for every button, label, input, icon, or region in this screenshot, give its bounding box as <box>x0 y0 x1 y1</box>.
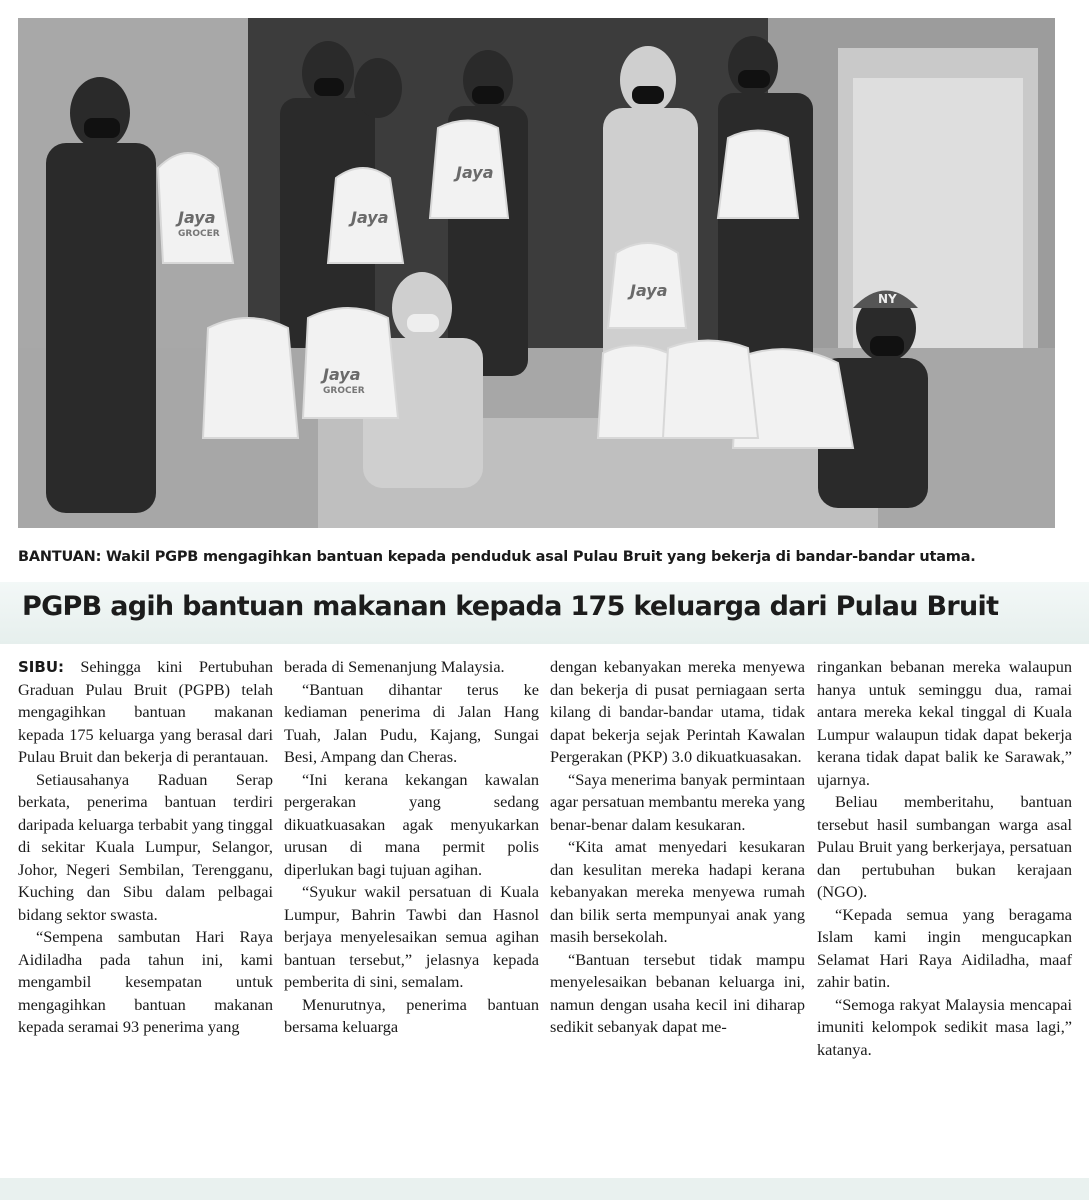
article-paragraph: berada di Semenanjung Malaysia. <box>284 657 505 676</box>
bag-logo-text: Jaya <box>351 208 389 227</box>
bag-logo-sub: GROCER <box>323 386 365 396</box>
photo-caption: BANTUAN: Wakil PGPB mengagihkan bantuan kepada penduduk asal Pulau Bruit yang bekerja di bandar-bandar utama. <box>18 549 976 565</box>
article-paragraph: Menurutnya, penerima bantuan bersama keluarga <box>284 994 539 1036</box>
article-paragraph: Beliau memberitahu, bantuan tersebut hasil sumbangan warga asal Pulau Bruit yang berkerjaya, persatuan dan pertubuhan bukan kerajaan (NGO). <box>817 792 1072 901</box>
bag-logo-sub: GROCER <box>178 229 220 239</box>
article-paragraph: “Kita amat menyedari kesukaran dan kesulitan mereka hadapi kerana kebanyakan mereka menyewa rumah dan bilik serta mempunyai anak yang masih bersekolah. <box>550 837 805 946</box>
article-column-4 <box>817 656 1072 1061</box>
bag-logo-text: Jaya <box>323 365 361 384</box>
news-photo <box>18 18 1055 528</box>
article-column-3 <box>550 656 805 1039</box>
article-paragraph: “Saya menerima banyak permintaan agar persatuan membantu mereka yang benar-benar dalam kesukaran. <box>550 769 805 834</box>
article-paragraph <box>18 656 273 769</box>
bag-logo-text: Jaya <box>178 208 216 227</box>
article-paragraph: “Ini kerana kekangan kawalan pergerakan yang sedang dikuatkuasakan agak menyukarkan urusan di mana permit polis diperlukan bagi tujuan agihan. <box>284 769 539 879</box>
article-column-1 <box>18 656 273 1039</box>
article-paragraph: dengan kebanyakan mereka menyewa dan bekerja di pusat perniagaan serta kilang di bandar-bandar utama, tidak dapat bekerja sejak Perintah Kawalan Pergerakan (PKP) 3.0 dikuatkuasakan. <box>550 657 805 766</box>
article-paragraph: “Bantuan dihantar terus ke kediaman penerima di Jalan Hang Tuah, Jalan Pudu, Kajang, Sungai Besi, Ampang dan Cheras. <box>284 679 539 766</box>
bottom-band <box>0 1178 1089 1200</box>
paragraph-text: Sehingga kini Pertubuhan Graduan Pulau Bruit (PGPB) telah mengagihkan bantuan makanan kepada 175 keluarga yang berasal dari Pulau Bruit dan bekerja di perantauan. <box>18 657 273 766</box>
article-paragraph: “Semoga rakyat Malaysia mencapai imuniti kelompok sedikit masa lagi,” katanya. <box>817 994 1072 1059</box>
article-paragraph: “Bantuan tersebut tidak mampu menyelesaikan bebanan keluarga ini, namun dengan usaha kecil ini diharap sedikit sebanyak dapat me- <box>550 949 805 1036</box>
photo-illustration <box>18 18 1055 528</box>
article-paragraph: ringankan bebanan mereka walaupun hanya untuk seminggu dua, ramai antara mereka kekal tinggal di Kuala Lumpur walaupun tidak dapat bekerja kerana tidak dapat balik ke Sarawak,” ujarnya. <box>817 657 1072 789</box>
article-paragraph: “Syukur wakil persatuan di Kuala Lumpur, Bahrin Tawbi dan Hasnol berjaya menyelesaikan semua agihan bantuan tersebut,” jelasnya kepada pemberita di sini, semalam. <box>284 882 539 991</box>
article-headline: PGPB agih bantuan makanan kepada 175 keluarga dari Pulau Bruit <box>22 591 999 622</box>
dateline: SIBU: <box>18 658 64 676</box>
bag-logo-text: Jaya <box>630 281 668 300</box>
article-paragraph: “Sempena sambutan Hari Raya Aidiladha pada tahun ini, kami mengambil kesempatan untuk mengagihkan bantuan makanan kepada seramai 93 penerima yang <box>18 927 273 1036</box>
article-paragraph: Setiausahanya Raduan Serap berkata, penerima bantuan terdiri daripada keluarga terbabit yang tinggal di sekitar Kuala Lumpur, Selangor, Johor, Negeri Sembilan, Terengganu, Kuching dan Sibu dalam pelbagai bidang sektor swasta. <box>18 769 273 924</box>
bag-logo-text: Jaya <box>456 163 494 182</box>
cap-logo: NY <box>878 292 897 306</box>
article-paragraph: “Kepada semua yang beragama Islam kami ingin mengucapkan Selamat Hari Raya Aidiladha, maaf zahir batin. <box>817 904 1072 991</box>
article-column-2 <box>284 656 539 1039</box>
